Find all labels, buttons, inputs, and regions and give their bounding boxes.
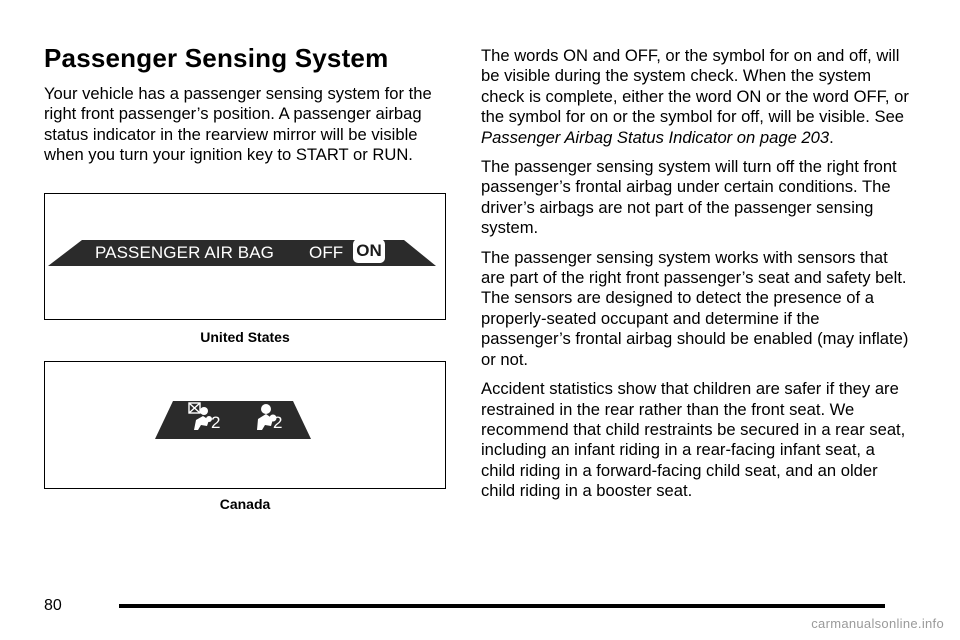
figure-us-box bbox=[44, 193, 446, 320]
caption-canada: Canada bbox=[219, 496, 271, 512]
watermark: carmanualsonline.info bbox=[811, 616, 944, 631]
page-number: 80 bbox=[44, 597, 62, 614]
left-column bbox=[44, 40, 450, 166]
footer-rule bbox=[119, 604, 885, 608]
on-badge: ON bbox=[353, 239, 385, 263]
right-paragraph-1 bbox=[481, 46, 911, 148]
airbag-off-icon bbox=[187, 402, 227, 434]
caption-united-states: United States bbox=[200, 329, 290, 345]
figure-canada-box bbox=[44, 361, 446, 489]
right-paragraph-3: The passenger sensing system works with sensors that are part of the right front passenger’s seat and safety belt. The sensors are designed to detect the presence of a properly-seated occupant and determine if the passenger’s frontal airbag should be enabled (may inflate) or not. bbox=[481, 247, 909, 369]
right-paragraph-4: Accident statistics show that children are safer if they are restrained in the rear rather than the front seat. We recommend that child restraints be secured in a rear seat, including an infant riding in a rear-facing infant seat, a child riding in a forward-facing child seat, and an older child riding in a booster seat. bbox=[481, 379, 906, 501]
airbag-on-number: 2 bbox=[273, 413, 283, 432]
cross-reference-link: Passenger Airbag Status Indicator on page 203 bbox=[481, 127, 830, 147]
right-column bbox=[481, 46, 911, 502]
right-paragraph-2: The passenger sensing system will turn off the right front passenger’s frontal airbag under certain conditions. The driver’s airbags are not part of the passenger sensing system. bbox=[481, 157, 897, 238]
airbag-off-number: 2 bbox=[211, 413, 221, 432]
right-paragraph-1-text: The words ON and OFF, or the symbol for on and off, will be visible during the system check. When the system check is complete, either the word ON or the word OFF, or the symbol for on or the symbol for off, will be visible. See bbox=[481, 46, 909, 127]
intro-paragraph: Your vehicle has a passenger sensing system for the right front passenger’s position. A passenger airbag status indicator in the rearview mirror will be visible when you turn your ignition key to START or RUN. bbox=[44, 84, 432, 165]
right-paragraph-1-end: . bbox=[829, 127, 834, 147]
page-title: Passenger Sensing System bbox=[44, 43, 389, 73]
airbag-on-icon bbox=[251, 402, 291, 434]
passenger-airbag-label: PASSENGER AIR BAG bbox=[95, 243, 274, 262]
off-label: OFF bbox=[309, 243, 344, 262]
